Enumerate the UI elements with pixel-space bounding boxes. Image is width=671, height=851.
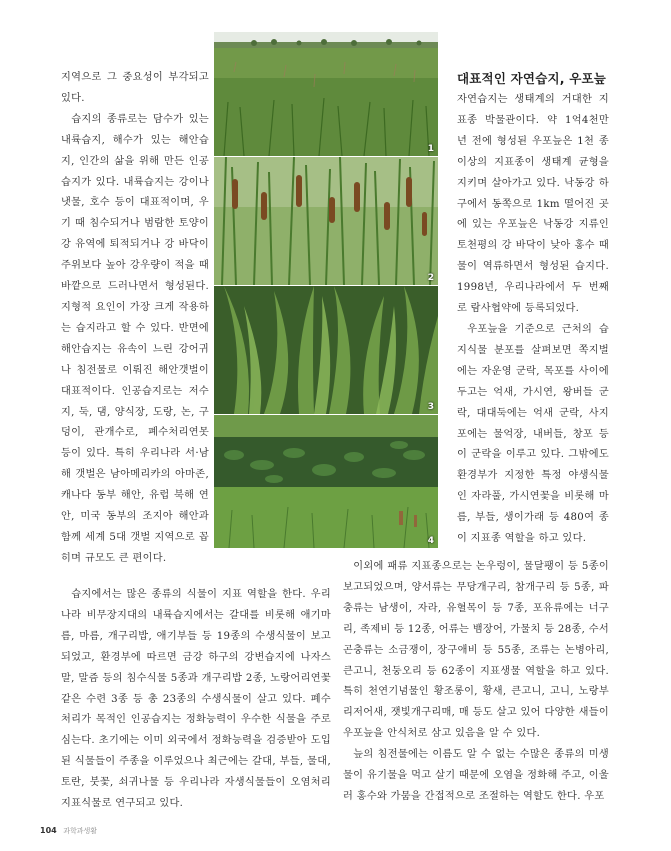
water-plants-photo — [214, 415, 438, 548]
magazine-name: 과학과생활 — [63, 827, 98, 835]
bottom-left-column — [61, 585, 331, 815]
page-footer — [40, 826, 97, 836]
page-number: 104 — [40, 826, 57, 835]
photo-number-3: 3 — [427, 402, 434, 412]
left-paragraph-1: 지역으로 그 중요성이 부각되고 있다. — [61, 72, 209, 104]
bottom-right-column — [343, 557, 609, 808]
left-paragraph-2: 습지의 종류로는 담수가 있는 내륙습지, 해수가 있는 해안습지, 인간의 삶을 위해 만든 인공습지가 있다. 내륙습지는 강이나 냇물, 호수 등이 대표적이며, 우기 때 침수되거나 범람한 토양이 강 유역에 퇴적되거나 강 바닥이 주위보다 높아 강우량이 적을 때 바깥으로 드러나면서 형성된다. 지형적 요인이 가장 크게 작용하는 습지라고 할 수 있다. 반면에 해안습지는 유속이 느린 강어귀나 침전물로 이뤄진 해안갯벌이 대표적이다. 인공습지로는 저수지, 둑, 댐, 양식장, 도랑, 논, 구덩이, 관개수로, 폐수처리연못 등이 있다. 특히 우리나라 서·남해 갯벌은 남아메리카의 아마존, 캐나다 동부 해안, 유럽 북해 연안, 미국 동부의 조지아 해안과 함께 세계 5대 갯벌 지역으로 꼽히며 규모도 큰 편이다. — [61, 113, 209, 564]
section-heading: 대표적인 자연습지, 우포늪 — [457, 71, 607, 86]
right-column — [457, 90, 609, 550]
cattail-photo — [214, 157, 438, 285]
left-column — [61, 68, 209, 570]
right-paragraph-2: 우포늪을 기준으로 근처의 습지식물 분포를 살펴보면 쪽지벌에는 자운영 군락, 목포를 사이에 두고는 억새, 가시연, 왕버들 군락, 대대둑에는 억새 군락, 사지포에는 물억장, 내버들, 창포 등이 군락을 이루고 있다. 그밖에도 환경부가 지정한 특정 야생식물인 자라풀, 가시연꽃을 비롯해 마름, 부들, 생이가래 등 480여 종이 지표종 역할을 하고 있다. — [457, 323, 609, 545]
bottom-right-paragraph-1: 이외에 패류 지표종으로는 논우렁이, 물달팽이 등 5종이 보고되었으며, 양서류는 무당개구리, 참개구리 등 5종, 파충류는 남생이, 자라, 유혈목이 등 7종, 포유류에는 너구리, 족제비 등 12종, 어류는 뱀장어, 가물치 등 28종, 수서곤충류는 소금쟁이, 장구애비 등 55종, 조류는 논병아리, 큰고니, 천둥오리 등 62종이 지표생물 역할을 하고 있다. 특히 천연기념물인 황조롱이, 황새, 큰고니, 고니, 노랑부리저어새, 잿빛개구리매, 매 등도 살고 있어 다양한 새들이 우포늪을 안식처로 삼고 있음을 알 수 있다. — [343, 561, 609, 740]
photo-number-2: 2 — [427, 273, 434, 283]
wetland-landscape-photo — [214, 32, 438, 156]
photo-number-1: 1 — [427, 144, 434, 154]
photo-number-4: 4 — [427, 536, 434, 546]
iris-leaves-photo — [214, 286, 438, 414]
right-paragraph-1: 자연습지는 생태계의 거대한 지표종 박물관이다. 약 1억4천만 년 전에 형성된 우포늪은 1천 종 이상의 지표종이 생태계 균형을 지키며 살아가고 있다. 낙동강 하구에서 동쪽으로 1km 떨어진 곳에 있는 우포늪은 낙동강 지류인 토천평의 강 바닥이 낮아 홍수 때 물이 역류하면서 형성된 습지다. 1998년, 우리나라에서 두 번째로 람사협약에 등록되었다. — [457, 94, 609, 315]
bottom-left-paragraph: 습지에서는 많은 종류의 식물이 지표 역할을 한다. 우리나라 비무장지대의 내륙습지에서는 갈대를 비롯해 애기마름, 마름, 개구리밥, 애기부들 등 19종의 수생식물이 보고되었고, 환경부에 따르면 금강 하구의 강변습지에 나자스말, 말즘 등의 침수식물 5종과 개구리밥 2종, 노랑어리연꽃 같은 수련 3종 등 총 23종의 수생식물이 살고 있다. 폐수 처리가 목적인 인공습지는 정화능력이 우수한 식물을 주로 심는다. 초기에는 이미 외국에서 정화능력을 검증받아 도입된 식물들이 주종을 이루었으나 최근에는 갈대, 부들, 물대, 토란, 붓꽃, 쇠귀나물 등 우리나라 자생식물들이 오염처리 지표식물로 연구되고 있다. — [61, 589, 331, 810]
bottom-right-paragraph-2: 늪의 침전물에는 이름도 알 수 없는 수많은 종류의 미생물이 유기물을 먹고 살기 때문에 오염을 정화해 주고, 이울러 홍수와 가뭄을 간접적으로 조절하는 역할도 한다. 우포 — [343, 749, 609, 802]
